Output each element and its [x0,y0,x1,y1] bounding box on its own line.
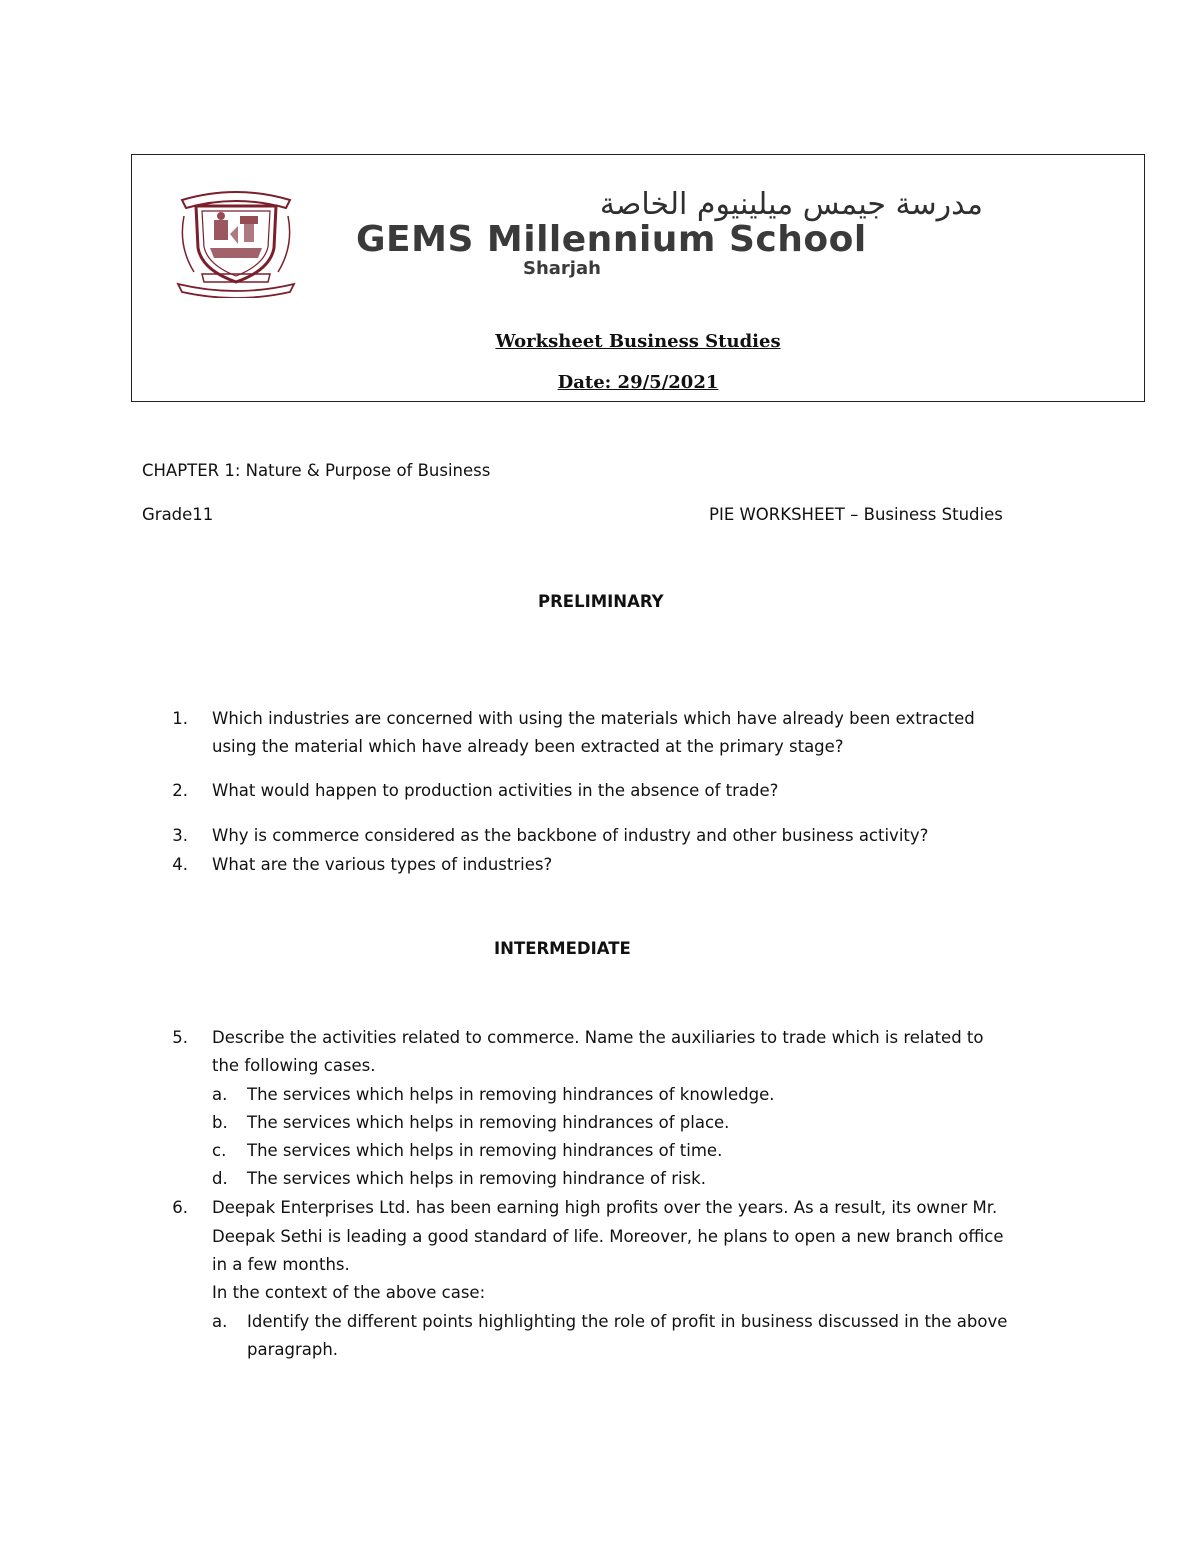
question-number: 2. [172,781,188,800]
question-5-line-2: the following cases. [212,1056,376,1075]
question-4-line-1: What are the various types of industries? [212,855,553,874]
sub-item-letter: a. [212,1085,228,1104]
question-6-line-1: Deepak Enterprises Ltd. has been earning high profits over the years. As a result, its owner Mr. [212,1198,998,1217]
school-city: Sharjah [523,258,601,279]
sub-item-text-continued: paragraph. [247,1340,339,1359]
question-number: 6. [172,1198,188,1217]
question-number: 1. [172,709,188,728]
section-preliminary: PRELIMINARY [538,592,664,611]
sub-item-text: Identify the different points highlighting the role of profit in business discussed in the above [247,1312,1008,1331]
sub-item-letter: b. [212,1113,228,1132]
question-6-line-2: Deepak Sethi is leading a good standard of life. Moreover, he plans to open a new branch office [212,1227,1004,1246]
sub-item-text: The services which helps in removing hindrance of risk. [247,1169,706,1188]
section-intermediate: INTERMEDIATE [494,939,631,958]
question-2-line-1: What would happen to production activities in the absence of trade? [212,781,779,800]
question-number: 4. [172,855,188,874]
sub-item-text: The services which helps in removing hindrances of time. [247,1141,723,1160]
question-1-line-2: using the material which have already been extracted at the primary stage? [212,737,844,756]
sub-item-letter: a. [212,1312,228,1331]
sub-item-text: The services which helps in removing hindrances of knowledge. [247,1085,775,1104]
worksheet-type: PIE WORKSHEET – Business Studies [709,505,1003,524]
school-name-arabic: مدرسة جيمس ميلينيوم الخاصة [599,187,983,222]
question-number: 5. [172,1028,188,1047]
sub-item-text: The services which helps in removing hindrances of place. [247,1113,730,1132]
chapter-title: CHAPTER 1: Nature & Purpose of Business [142,461,491,480]
worksheet-date: Date: 29/5/2021 [557,372,719,393]
question-6-line-3: in a few months. [212,1255,350,1274]
sub-item-letter: d. [212,1169,228,1188]
question-5-line-1: Describe the activities related to commerce. Name the auxiliaries to trade which is related to [212,1028,984,1047]
question-6-line-4: In the context of the above case: [212,1283,486,1302]
sub-item-letter: c. [212,1141,227,1160]
question-1-line-1: Which industries are concerned with using the materials which have already been extracted [212,709,975,728]
grade-label: Grade11 [142,505,214,524]
school-name: GEMS Millennium School [356,219,867,260]
worksheet-title: Worksheet Business Studies [495,331,781,352]
school-crest-logo [174,186,298,298]
question-3-line-1: Why is commerce considered as the backbone of industry and other business activity? [212,826,929,845]
question-number: 3. [172,826,188,845]
